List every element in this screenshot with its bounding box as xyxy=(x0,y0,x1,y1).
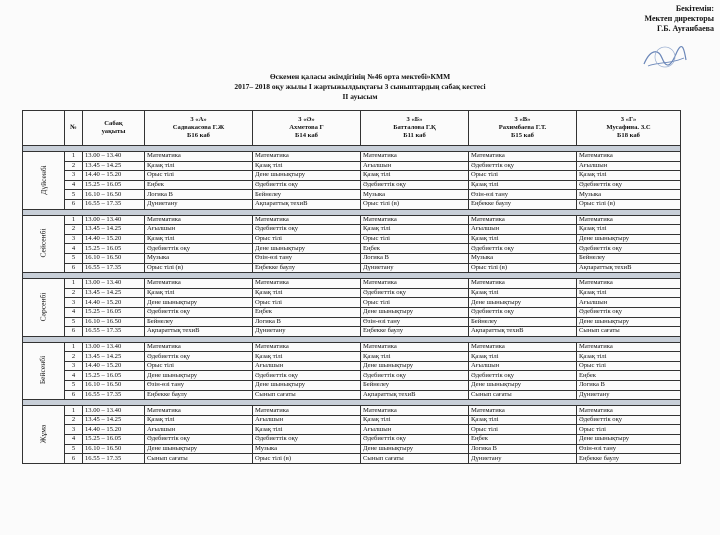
lesson-subject: Орыс тілі xyxy=(253,298,361,308)
approval-line-1: Бекітемін: xyxy=(675,4,714,13)
column-header-line: Садвакасова Г.Ж xyxy=(172,124,225,131)
lesson-time: 13.45 – 14.25 xyxy=(83,225,145,235)
lesson-subject: Математика xyxy=(145,342,253,352)
lesson-time: 15.25 – 16.05 xyxy=(83,371,145,381)
lesson-subject: Өзін-өзі тану xyxy=(361,317,469,327)
lesson-subject: Ағылшын xyxy=(577,298,681,308)
column-header-line: 3 «Ә» xyxy=(298,116,315,123)
column-header-line: 3 «Г» xyxy=(620,116,637,123)
day-cell xyxy=(23,342,65,400)
approval-line-2: Мектеп директоры xyxy=(644,14,714,23)
lesson-subject: Бейнелеу xyxy=(577,253,681,263)
lesson-subject: Еңбекке баулу xyxy=(145,390,253,400)
lesson-number: 1 xyxy=(65,279,83,289)
lesson-subject: Әдебиеттік оқу xyxy=(469,161,577,171)
lesson-subject: Математика xyxy=(253,279,361,289)
lesson-subject: Сынып сағаты xyxy=(145,454,253,464)
lesson-subject: Қазақ тілі xyxy=(469,352,577,362)
lesson-time: 14.40 – 15.20 xyxy=(83,234,145,244)
lesson-subject: Өзін-өзі тану xyxy=(577,444,681,454)
lesson-subject: Әдебиеттік оқу xyxy=(577,415,681,425)
lesson-time: 16.10 – 16.50 xyxy=(83,444,145,454)
lesson-subject: Еңбек xyxy=(469,435,577,445)
lesson-number: 5 xyxy=(65,253,83,263)
table-row xyxy=(23,225,681,235)
lesson-subject: Қазақ тілі xyxy=(469,234,577,244)
lesson-subject: Өзін-өзі тану xyxy=(253,253,361,263)
day-label: Сейсенбі xyxy=(38,228,48,258)
lesson-number: 5 xyxy=(65,317,83,327)
day-label: Дүйсенбі xyxy=(38,165,48,195)
lesson-subject: Ағылшын xyxy=(145,225,253,235)
lesson-subject: Ағылшын xyxy=(253,361,361,371)
lesson-subject: Сынып сағаты xyxy=(577,327,681,337)
lesson-number: 2 xyxy=(65,288,83,298)
column-header-line: Б18 каб xyxy=(617,132,640,139)
day-cell xyxy=(23,152,65,210)
table-row xyxy=(23,317,681,327)
lesson-subject: Бейнелеу xyxy=(469,317,577,327)
lesson-subject: Орыс тілі (в) xyxy=(469,263,577,273)
lesson-subject: Орыс тілі (в) xyxy=(253,454,361,464)
lesson-subject: Ағылшын xyxy=(361,161,469,171)
lesson-subject: Дүниетану xyxy=(469,454,577,464)
lesson-time: 13.00 – 13.40 xyxy=(83,406,145,416)
table-header-row xyxy=(23,111,681,146)
lesson-subject: Әдебиеттік оқу xyxy=(577,244,681,254)
schedule-table xyxy=(22,110,681,464)
day-label: Бейсенбі xyxy=(38,356,48,385)
lesson-subject: Математика xyxy=(145,279,253,289)
lesson-time: 15.25 – 16.05 xyxy=(83,307,145,317)
lesson-subject: Орыс тілі xyxy=(361,298,469,308)
lesson-subject: Дене шынықтыру xyxy=(253,244,361,254)
table-row xyxy=(23,215,681,225)
column-header-line: Б16 каб xyxy=(187,132,210,139)
lesson-number: 2 xyxy=(65,415,83,425)
lesson-number: 2 xyxy=(65,352,83,362)
schedule-body xyxy=(23,146,681,464)
lesson-subject: Өзін-өзі тану xyxy=(469,190,577,200)
column-header xyxy=(65,111,83,146)
lesson-subject: Дене шынықтыру xyxy=(577,435,681,445)
lesson-subject: Ағылшын xyxy=(577,161,681,171)
column-header-line: № xyxy=(70,124,77,131)
approval-block xyxy=(645,4,714,34)
day-cell xyxy=(23,406,65,464)
lesson-subject: Ақпараттық техиВ xyxy=(253,199,361,209)
lesson-subject: Қазақ тілі xyxy=(253,352,361,362)
column-header xyxy=(145,111,253,146)
lesson-subject: Ағылшын xyxy=(469,361,577,371)
lesson-subject: Ақпараттық техиВ xyxy=(361,390,469,400)
lesson-subject: Математика xyxy=(469,215,577,225)
table-row xyxy=(23,352,681,362)
lesson-subject: Орыс тілі xyxy=(577,425,681,435)
column-header-line: Рахимбаева Г.Т. xyxy=(498,124,547,131)
lesson-subject: Орыс тілі xyxy=(469,171,577,181)
lesson-subject: Математика xyxy=(253,152,361,162)
column-header xyxy=(577,111,681,146)
lesson-subject: Дене шынықтыру xyxy=(361,444,469,454)
lesson-subject: Қазақ тілі xyxy=(577,225,681,235)
lesson-subject: Қазақ тілі xyxy=(145,234,253,244)
lesson-subject: Қазақ тілі xyxy=(253,288,361,298)
table-row xyxy=(23,406,681,416)
lesson-subject: Дүниетану xyxy=(145,199,253,209)
lesson-subject: Әдебиеттік оқу xyxy=(361,288,469,298)
lesson-subject: Дүниетану xyxy=(253,327,361,337)
lesson-number: 6 xyxy=(65,327,83,337)
lesson-subject: Орыс тілі (в) xyxy=(361,199,469,209)
lesson-subject: Дене шынықтыру xyxy=(361,361,469,371)
lesson-subject: Әдебиеттік оқу xyxy=(253,225,361,235)
lesson-subject: Әдебиеттік оқу xyxy=(253,371,361,381)
table-row xyxy=(23,342,681,352)
lesson-time: 13.45 – 14.25 xyxy=(83,161,145,171)
lesson-subject: Математика xyxy=(361,279,469,289)
lesson-number: 3 xyxy=(65,234,83,244)
table-row xyxy=(23,298,681,308)
lesson-subject: Әдебиеттік оқу xyxy=(469,371,577,381)
lesson-time: 16.55 – 17.35 xyxy=(83,327,145,337)
day-label: Жұма xyxy=(38,424,48,444)
lesson-subject: Дүниетану xyxy=(361,263,469,273)
lesson-subject: Еңбекке баулу xyxy=(253,263,361,273)
lesson-subject: Математика xyxy=(469,279,577,289)
lesson-subject: Қазақ тілі xyxy=(253,161,361,171)
lesson-subject: Математика xyxy=(577,406,681,416)
lesson-subject: Орыс тілі xyxy=(145,361,253,371)
lesson-time: 13.45 – 14.25 xyxy=(83,288,145,298)
lesson-subject: Әдебиеттік оқу xyxy=(577,307,681,317)
table-row xyxy=(23,327,681,337)
lesson-number: 3 xyxy=(65,425,83,435)
column-header xyxy=(469,111,577,146)
lesson-subject: Математика xyxy=(145,215,253,225)
table-row xyxy=(23,371,681,381)
lesson-number: 3 xyxy=(65,361,83,371)
lesson-number: 6 xyxy=(65,263,83,273)
lesson-subject: Орыс тілі xyxy=(145,171,253,181)
lesson-time: 14.40 – 15.20 xyxy=(83,171,145,181)
column-header xyxy=(253,111,361,146)
lesson-subject: Орыс тілі (в) xyxy=(577,199,681,209)
lesson-subject: Қазақ тілі xyxy=(577,352,681,362)
lesson-number: 6 xyxy=(65,199,83,209)
column-header-line: Батталова Г.Қ xyxy=(393,124,436,131)
table-row xyxy=(23,152,681,162)
lesson-number: 5 xyxy=(65,190,83,200)
lesson-subject: Ақпараттық техиВ xyxy=(469,327,577,337)
lesson-subject: Қазақ тілі xyxy=(469,180,577,190)
lesson-time: 13.00 – 13.40 xyxy=(83,342,145,352)
lesson-subject: Дүниетану xyxy=(577,390,681,400)
lesson-time: 16.10 – 16.50 xyxy=(83,317,145,327)
lesson-number: 4 xyxy=(65,180,83,190)
lesson-subject: Дене шынықтыру xyxy=(253,171,361,181)
lesson-subject: Қазақ тілі xyxy=(145,415,253,425)
day-label: Сәрсенбі xyxy=(38,292,48,322)
table-row xyxy=(23,199,681,209)
lesson-number: 1 xyxy=(65,342,83,352)
lesson-subject: Ақпараттық техиВ xyxy=(145,327,253,337)
lesson-subject: Бейнелеу xyxy=(361,381,469,391)
lesson-subject: Дене шынықтыру xyxy=(577,317,681,327)
lesson-number: 6 xyxy=(65,390,83,400)
lesson-subject: Ағылшын xyxy=(361,425,469,435)
lesson-subject: Еңбек xyxy=(577,371,681,381)
lesson-subject: Әдебиеттік оқу xyxy=(361,180,469,190)
lesson-subject: Орыс тілі xyxy=(577,361,681,371)
lesson-subject: Ағылшын xyxy=(469,225,577,235)
lesson-subject: Бейнелеу xyxy=(253,190,361,200)
lesson-number: 1 xyxy=(65,406,83,416)
table-row xyxy=(23,454,681,464)
lesson-subject: Дене шынықтыру xyxy=(577,234,681,244)
lesson-subject: Математика xyxy=(469,152,577,162)
lesson-subject: Математика xyxy=(361,342,469,352)
lesson-subject: Қазақ тілі xyxy=(469,288,577,298)
lesson-number: 5 xyxy=(65,444,83,454)
document-title-schedule: 2017– 2018 оқу жылы I жартыжылдықтағы 3 сыныптардың сабақ кестесі xyxy=(234,82,486,91)
lesson-subject: Әдебиеттік оқу xyxy=(253,180,361,190)
lesson-time: 16.10 – 16.50 xyxy=(83,190,145,200)
lesson-subject: Бейнелеу xyxy=(145,317,253,327)
lesson-subject: Математика xyxy=(469,406,577,416)
lesson-time: 15.25 – 16.05 xyxy=(83,244,145,254)
lesson-subject: Қазақ тілі xyxy=(469,415,577,425)
table-row xyxy=(23,180,681,190)
lesson-time: 14.40 – 15.20 xyxy=(83,298,145,308)
column-header xyxy=(83,111,145,146)
lesson-subject: Дене шынықтыру xyxy=(145,444,253,454)
lesson-subject: Орыс тілі xyxy=(469,425,577,435)
lesson-subject: Ағылшын xyxy=(145,425,253,435)
lesson-subject: Әдебиеттік оқу xyxy=(469,307,577,317)
lesson-subject: Математика xyxy=(253,215,361,225)
lesson-subject: Математика xyxy=(145,406,253,416)
lesson-subject: Әдебиеттік оқу xyxy=(145,307,253,317)
table-row xyxy=(23,435,681,445)
lesson-subject: Қазақ тілі xyxy=(145,288,253,298)
lesson-time: 16.55 – 17.35 xyxy=(83,199,145,209)
lesson-subject: Музыка xyxy=(145,253,253,263)
lesson-time: 13.00 – 13.40 xyxy=(83,215,145,225)
lesson-subject: Әдебиеттік оқу xyxy=(469,244,577,254)
lesson-subject: Логика В xyxy=(577,381,681,391)
lesson-subject: Логика В xyxy=(361,253,469,263)
lesson-subject: Қазақ тілі xyxy=(361,225,469,235)
lesson-number: 2 xyxy=(65,161,83,171)
lesson-time: 15.25 – 16.05 xyxy=(83,435,145,445)
lesson-time: 16.55 – 17.35 xyxy=(83,454,145,464)
lesson-subject: Қазақ тілі xyxy=(361,171,469,181)
lesson-subject: Сынып сағаты xyxy=(253,390,361,400)
lesson-subject: Математика xyxy=(361,215,469,225)
lesson-subject: Еңбек xyxy=(145,180,253,190)
lesson-subject: Дене шынықтыру xyxy=(145,371,253,381)
column-header-line: Сабақ xyxy=(104,120,123,127)
document-titles xyxy=(0,72,720,102)
column-header-line: Б11 каб xyxy=(403,132,426,139)
lesson-time: 16.55 – 17.35 xyxy=(83,390,145,400)
column-header-line: 3 «А» xyxy=(190,116,207,123)
column-header-line: Б15 каб xyxy=(511,132,534,139)
lesson-subject: Сынып сағаты xyxy=(361,454,469,464)
table-row xyxy=(23,279,681,289)
lesson-subject: Математика xyxy=(145,152,253,162)
lesson-subject: Әдебиеттік оқу xyxy=(577,180,681,190)
table-row xyxy=(23,307,681,317)
lesson-subject: Математика xyxy=(577,152,681,162)
document-title-school: Өскемен қаласы әкімдігінің №46 орта мектебі»КММ xyxy=(269,72,451,81)
lesson-time: 15.25 – 16.05 xyxy=(83,180,145,190)
lesson-number: 1 xyxy=(65,152,83,162)
lesson-subject: Еңбекке баулу xyxy=(469,199,577,209)
lesson-time: 16.55 – 17.35 xyxy=(83,263,145,273)
lesson-time: 13.00 – 13.40 xyxy=(83,152,145,162)
lesson-subject: Орыс тілі xyxy=(253,234,361,244)
column-header-line: уақыты xyxy=(101,128,126,135)
lesson-subject: Математика xyxy=(577,279,681,289)
lesson-subject: Дене шынықтыру xyxy=(469,381,577,391)
lesson-time: 14.40 – 15.20 xyxy=(83,425,145,435)
lesson-number: 1 xyxy=(65,215,83,225)
lesson-number: 3 xyxy=(65,171,83,181)
lesson-subject: Математика xyxy=(577,215,681,225)
lesson-subject: Қазақ тілі xyxy=(577,288,681,298)
lesson-subject: Өзін-өзі тану xyxy=(145,381,253,391)
lesson-subject: Әдебиеттік оқу xyxy=(145,244,253,254)
signature-icon xyxy=(640,44,690,72)
lesson-time: 13.45 – 14.25 xyxy=(83,415,145,425)
lesson-number: 2 xyxy=(65,225,83,235)
table-row xyxy=(23,361,681,371)
lesson-subject: Еңбек xyxy=(361,244,469,254)
lesson-time: 16.10 – 16.50 xyxy=(83,381,145,391)
day-cell xyxy=(23,279,65,337)
lesson-subject: Музыка xyxy=(253,444,361,454)
table-row xyxy=(23,263,681,273)
lesson-number: 5 xyxy=(65,381,83,391)
lesson-subject: Логика В xyxy=(253,317,361,327)
lesson-subject: Музыка xyxy=(469,253,577,263)
column-header-line: 3 «Б» xyxy=(406,116,423,123)
lesson-subject: Қазақ тілі xyxy=(253,425,361,435)
column-header-line: 3 «В» xyxy=(514,116,531,123)
lesson-number: 4 xyxy=(65,435,83,445)
column-header-line: Ахметова Г xyxy=(289,124,324,131)
lesson-subject: Математика xyxy=(469,342,577,352)
table-row xyxy=(23,425,681,435)
lesson-number: 3 xyxy=(65,298,83,308)
lesson-subject: Математика xyxy=(577,342,681,352)
table-row xyxy=(23,390,681,400)
lesson-subject: Қазақ тілі xyxy=(361,415,469,425)
lesson-subject: Дене шынықтыру xyxy=(361,307,469,317)
table-row xyxy=(23,171,681,181)
table-row xyxy=(23,415,681,425)
lesson-subject: Ақпараттық техиВ xyxy=(577,263,681,273)
lesson-subject: Қазақ тілі xyxy=(577,171,681,181)
table-row xyxy=(23,381,681,391)
table-row xyxy=(23,161,681,171)
lesson-number: 4 xyxy=(65,371,83,381)
lesson-subject: Музыка xyxy=(577,190,681,200)
table-row xyxy=(23,190,681,200)
document-title-shift: II ауысым xyxy=(342,92,378,101)
lesson-subject: Дене шынықтыру xyxy=(145,298,253,308)
lesson-subject: Математика xyxy=(253,342,361,352)
day-cell xyxy=(23,215,65,273)
lesson-subject: Әдебиеттік оқу xyxy=(361,371,469,381)
lesson-subject: Әдебиеттік оқу xyxy=(145,435,253,445)
lesson-subject: Орыс тілі (в) xyxy=(145,263,253,273)
lesson-subject: Математика xyxy=(253,406,361,416)
table-row xyxy=(23,234,681,244)
table-row xyxy=(23,288,681,298)
approval-line-3: Г.Б. Ауғанбаева xyxy=(657,24,714,33)
lesson-subject: Қазақ тілі xyxy=(361,352,469,362)
table-row xyxy=(23,444,681,454)
lesson-time: 16.10 – 16.50 xyxy=(83,253,145,263)
table-row xyxy=(23,244,681,254)
lesson-subject: Логика В xyxy=(469,444,577,454)
lesson-subject: Қазақ тілі xyxy=(145,161,253,171)
lesson-subject: Музыка xyxy=(361,190,469,200)
lesson-subject: Дене шынықтыру xyxy=(253,381,361,391)
lesson-subject: Дене шынықтыру xyxy=(469,298,577,308)
lesson-number: 4 xyxy=(65,307,83,317)
lesson-subject: Логика В xyxy=(145,190,253,200)
lesson-subject: Математика xyxy=(361,152,469,162)
column-header xyxy=(361,111,469,146)
lesson-subject: Әдебиеттік оқу xyxy=(145,352,253,362)
lesson-subject: Еңбекке баулу xyxy=(577,454,681,464)
lesson-subject: Орыс тілі xyxy=(361,234,469,244)
header-day-cell xyxy=(23,111,65,146)
lesson-time: 13.45 – 14.25 xyxy=(83,352,145,362)
lesson-time: 14.40 – 15.20 xyxy=(83,361,145,371)
column-header-line: Б14 каб xyxy=(295,132,318,139)
lesson-subject: Еңбек xyxy=(253,307,361,317)
lesson-subject: Сынып сағаты xyxy=(469,390,577,400)
lesson-subject: Математика xyxy=(361,406,469,416)
lesson-subject: Еңбекке баулу xyxy=(361,327,469,337)
column-header-line: Мусафина. З.С xyxy=(606,124,651,131)
lesson-time: 13.00 – 13.40 xyxy=(83,279,145,289)
lesson-subject: Ағылшын xyxy=(253,415,361,425)
lesson-number: 4 xyxy=(65,244,83,254)
lesson-number: 6 xyxy=(65,454,83,464)
lesson-subject: Әдебиеттік оқу xyxy=(253,435,361,445)
table-row xyxy=(23,253,681,263)
lesson-subject: Әдебиеттік оқу xyxy=(361,435,469,445)
